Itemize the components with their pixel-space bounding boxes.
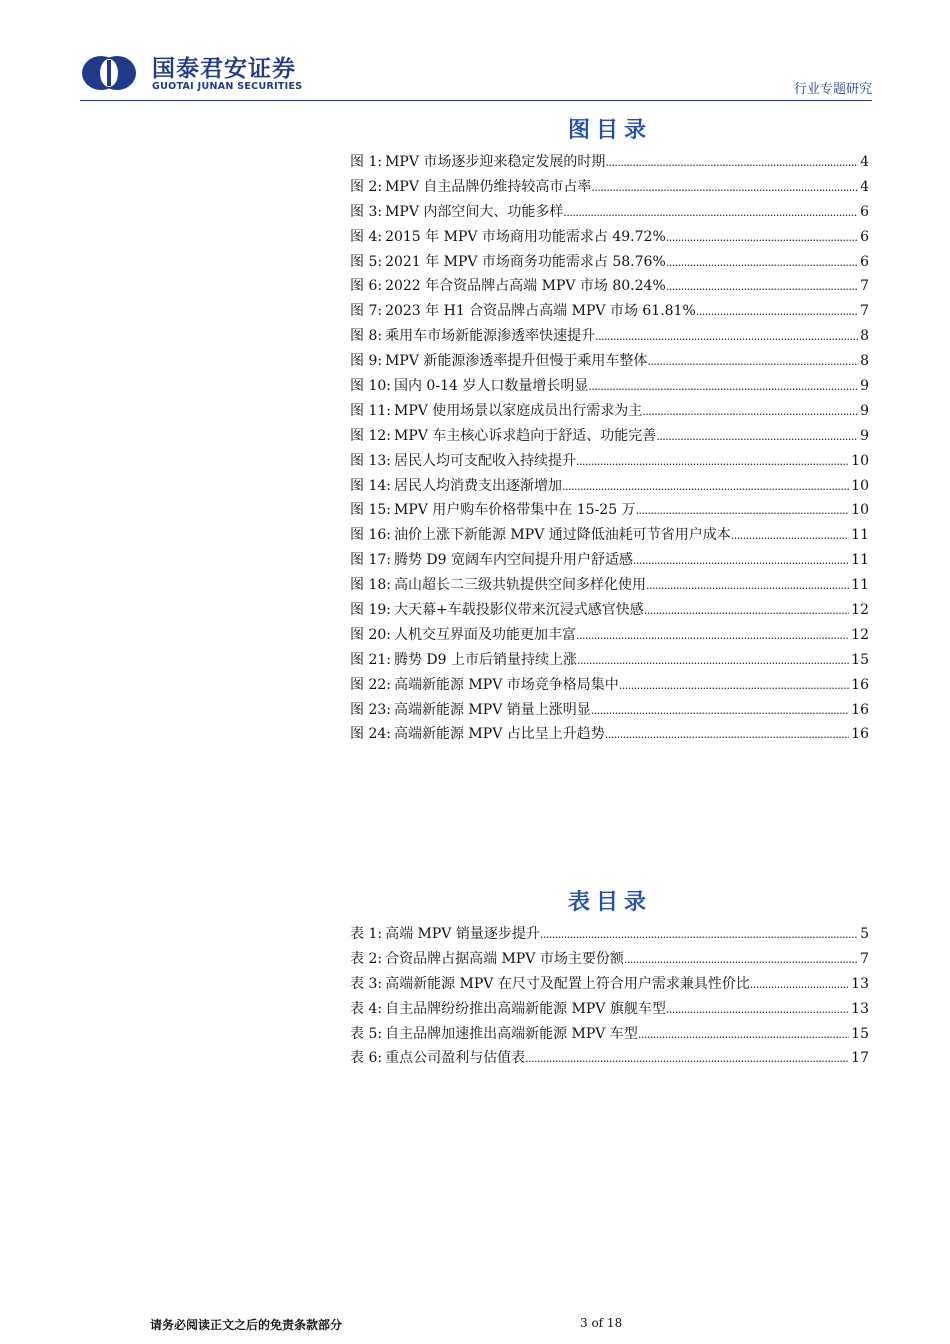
toc-entry-page: 5 (860, 926, 869, 942)
toc-entry-page: 12 (851, 626, 869, 643)
toc-entry-label: 图 22: (350, 676, 391, 693)
toc-entry[interactable] (350, 549, 869, 574)
toc-entry-page: 4 (860, 178, 869, 195)
toc-leader-dots (638, 1026, 849, 1042)
toc-entry[interactable] (350, 574, 869, 599)
toc-entry-label: 图 9: (350, 353, 383, 370)
toc-leader-dots (750, 976, 849, 992)
toc-leader-dots (666, 1001, 849, 1017)
toc-entry[interactable] (350, 674, 869, 699)
toc-entry-title: MPV 市场逐步迎来稳定发展的时期 (385, 154, 606, 170)
toc-entry-page: 6 (860, 253, 869, 270)
toc-entry-title: 合资品牌占据高端 MPV 市场主要份额 (385, 950, 624, 967)
toc-entry[interactable] (350, 499, 869, 524)
toc-entry[interactable] (350, 649, 869, 674)
toc-leader-dots (666, 229, 858, 245)
toc-entry-page: 6 (860, 228, 869, 245)
toc-entry-label: 图 4: (350, 228, 383, 245)
toc-entry-title: MPV 使用场景以家庭成员出行需求为主 (393, 402, 643, 419)
toc-entry-page: 7 (860, 278, 869, 295)
toc-entry[interactable] (350, 375, 869, 400)
toc-leader-dots (540, 926, 858, 942)
toc-entry-label: 表 5: (350, 1025, 383, 1042)
toc-leader-dots (605, 726, 849, 742)
tables-list-title: 表目录 (567, 890, 652, 915)
toc-leader-dots (646, 577, 849, 593)
toc-entry-label: 图 14: (350, 477, 391, 494)
toc-entry-page: 15 (851, 651, 869, 668)
toc-entry-title: MPV 新能源渗透率提升但慢于乘用车整体 (385, 353, 648, 370)
toc-entry-label: 表 2: (350, 950, 383, 967)
toc-entry[interactable] (350, 350, 869, 375)
toc-entry-title: 高山超长二三级共轨提供空间多样化使用 (393, 577, 646, 594)
toc-entry-title: 高端新能源 MPV 市场竞争格局集中 (393, 676, 619, 693)
toc-entry-label: 图 13: (350, 452, 391, 469)
toc-entry-title: 高端 MPV 销量逐步提升 (385, 926, 540, 942)
toc-entry-title: 腾势 D9 宽阔车内空间提升用户舒适感 (393, 552, 634, 569)
toc-entry-label: 表 6: (350, 1050, 383, 1067)
toc-entry-label: 图 21: (350, 651, 391, 668)
toc-entry[interactable] (350, 723, 869, 748)
toc-leader-dots (591, 702, 849, 718)
toc-leader-dots (666, 254, 858, 270)
page-indicator: 3 of 18 (580, 1316, 623, 1330)
toc-entry-label: 图 16: (350, 527, 391, 544)
toc-leader-dots (636, 502, 850, 518)
toc-entry[interactable] (350, 201, 869, 226)
toc-entry[interactable] (350, 948, 869, 973)
toc-entry-label: 图 10: (350, 378, 391, 395)
toc-entry-title: 2022 年合资品牌占高端 MPV 市场 80.24% (385, 278, 666, 295)
toc-entry-page: 6 (860, 203, 869, 220)
toc-entry[interactable] (350, 151, 869, 176)
toc-entry-label: 图 17: (350, 552, 391, 569)
toc-entry-title: 腾势 D9 上市后销量持续上涨 (393, 651, 578, 668)
toc-leader-dots (525, 1050, 849, 1066)
toc-entry[interactable] (350, 325, 869, 350)
toc-entry[interactable] (350, 425, 869, 450)
toc-entry-label: 图 1: (350, 154, 383, 170)
toc-leader-dots (644, 602, 849, 618)
toc-entry-title: 大天幕+车载投影仪带来沉浸式感官快感 (393, 602, 644, 619)
toc-leader-dots (576, 627, 849, 643)
company-name-cn: 国泰君安证券 (152, 56, 296, 82)
toc-entry[interactable] (350, 1023, 869, 1048)
toc-entry-title: MPV 车主核心诉求趋向于舒适、功能完善 (393, 427, 657, 444)
section-label: 行业专题研究 (793, 82, 872, 97)
toc-entry-label: 图 20: (350, 626, 391, 643)
toc-leader-dots (666, 278, 858, 294)
toc-entry-label: 图 6: (350, 278, 383, 295)
toc-entry-title: 高端新能源 MPV 在尺寸及配置上符合用户需求兼具性价比 (385, 975, 750, 992)
toc-entry-title: 人机交互界面及功能更加丰富 (393, 626, 576, 643)
toc-entry-title: 自主品牌加速推出高端新能源 MPV 车型 (385, 1025, 638, 1042)
toc-leader-dots (696, 303, 858, 319)
toc-entry[interactable] (350, 300, 869, 325)
toc-leader-dots (731, 527, 849, 543)
toc-leader-dots (647, 353, 858, 369)
toc-leader-dots (562, 478, 849, 494)
toc-entry[interactable] (350, 998, 869, 1023)
toc-entry-page: 4 (860, 154, 869, 170)
toc-entry-page: 11 (851, 552, 869, 569)
toc-entry[interactable] (350, 624, 869, 649)
toc-leader-dots (619, 677, 849, 693)
toc-entry-page: 11 (851, 527, 869, 544)
toc-entry-page: 16 (851, 701, 869, 718)
toc-entry-title: 乘用车市场新能源渗透率快速提升 (385, 328, 596, 345)
toc-entry-label: 图 19: (350, 602, 391, 619)
toc-leader-dots (577, 652, 849, 668)
figures-toc (350, 151, 869, 748)
toc-entry-page: 7 (860, 950, 869, 967)
toc-entry-page: 7 (860, 303, 869, 320)
toc-entry-page: 11 (851, 577, 869, 594)
toc-entry[interactable] (350, 176, 869, 201)
toc-entry-page: 10 (851, 477, 869, 494)
tables-toc (350, 923, 869, 1072)
disclaimer-note: 请务必阅读正文之后的免责条款部分 (150, 1318, 343, 1332)
toc-entry-title: 自主品牌纷纷推出高端新能源 MPV 旗舰车型 (385, 1000, 666, 1017)
toc-entry-label: 图 24: (350, 726, 391, 743)
header-divider (80, 100, 872, 101)
toc-entry-title: 高端新能源 MPV 占比呈上升趋势 (393, 726, 605, 743)
toc-leader-dots (656, 428, 858, 444)
toc-entry-label: 表 1: (350, 926, 383, 942)
toc-entry-label: 图 23: (350, 701, 391, 718)
toc-entry-label: 图 3: (350, 203, 383, 220)
toc-entry-title: MPV 用户购车价格带集中在 15-25 万 (393, 502, 636, 519)
toc-entry[interactable] (350, 475, 869, 500)
toc-entry-page: 12 (851, 602, 869, 619)
toc-entry-title: 高端新能源 MPV 销量上涨明显 (393, 701, 591, 718)
figures-list-title: 图目录 (567, 118, 652, 143)
toc-entry[interactable] (350, 275, 869, 300)
toc-entry-label: 图 12: (350, 427, 391, 444)
toc-entry-label: 图 8: (350, 328, 383, 345)
toc-leader-dots (591, 179, 858, 195)
toc-entry-page: 8 (860, 328, 869, 345)
toc-entry-page: 8 (860, 353, 869, 370)
toc-leader-dots (563, 204, 858, 220)
toc-entry-page: 13 (851, 975, 869, 992)
toc-entry-label: 图 11: (350, 402, 391, 419)
toc-entry-title: 居民人均可支配收入持续提升 (393, 452, 576, 469)
toc-leader-dots (588, 378, 858, 394)
toc-entry-page: 9 (860, 378, 869, 395)
toc-entry-page: 13 (851, 1000, 869, 1017)
toc-entry[interactable] (350, 251, 869, 276)
toc-entry[interactable] (350, 599, 869, 624)
toc-entry-page: 16 (851, 726, 869, 743)
toc-entry-title: 2021 年 MPV 市场商务功能需求占 58.76% (385, 253, 666, 270)
toc-entry-page: 15 (851, 1025, 869, 1042)
company-logo-icon (80, 54, 138, 92)
toc-entry-label: 图 5: (350, 253, 383, 270)
page-header (80, 50, 872, 102)
toc-entry[interactable] (350, 923, 869, 948)
toc-entry[interactable] (350, 226, 869, 251)
toc-entry-page: 10 (851, 502, 869, 519)
toc-entry-title: 重点公司盈利与估值表 (385, 1050, 526, 1067)
toc-entry-page: 17 (851, 1050, 869, 1067)
toc-entry-label: 图 7: (350, 303, 383, 320)
toc-entry[interactable] (350, 450, 869, 475)
toc-entry-page: 10 (851, 452, 869, 469)
toc-entry-page: 16 (851, 676, 869, 693)
toc-entry-title: 国内 0-14 岁人口数量增长明显 (393, 378, 589, 395)
toc-leader-dots (605, 154, 858, 170)
toc-entry-title: MPV 自主品牌仍维持较高市占率 (385, 178, 592, 195)
toc-entry-title: MPV 内部空间大、功能多样 (385, 203, 564, 220)
company-name-en: GUOTAI JUNAN SECURITIES (152, 81, 303, 92)
toc-entry[interactable] (350, 973, 869, 998)
toc-entry-title: 油价上涨下新能源 MPV 通过降低油耗可节省用户成本 (393, 527, 731, 544)
toc-entry-label: 图 2: (350, 178, 383, 195)
toc-leader-dots (633, 552, 849, 568)
toc-entry[interactable] (350, 524, 869, 549)
toc-entry-page: 9 (860, 427, 869, 444)
toc-entry-title: 居民人均消费支出逐渐增加 (393, 477, 562, 494)
toc-entry[interactable] (350, 400, 869, 425)
toc-entry-title: 2023 年 H1 合资品牌占高端 MPV 市场 61.81% (385, 303, 696, 320)
toc-leader-dots (624, 951, 858, 967)
toc-entry-label: 图 18: (350, 577, 391, 594)
toc-entry[interactable] (350, 699, 869, 724)
toc-entry-page: 9 (860, 402, 869, 419)
toc-entry-label: 表 4: (350, 1000, 383, 1017)
toc-entry-title: 2015 年 MPV 市场商用功能需求占 49.72% (385, 228, 666, 245)
toc-entry[interactable] (350, 1047, 869, 1072)
toc-entry-label: 图 15: (350, 502, 391, 519)
toc-leader-dots (595, 328, 858, 344)
toc-entry-label: 表 3: (350, 975, 383, 992)
toc-leader-dots (642, 403, 858, 419)
toc-leader-dots (576, 453, 849, 469)
